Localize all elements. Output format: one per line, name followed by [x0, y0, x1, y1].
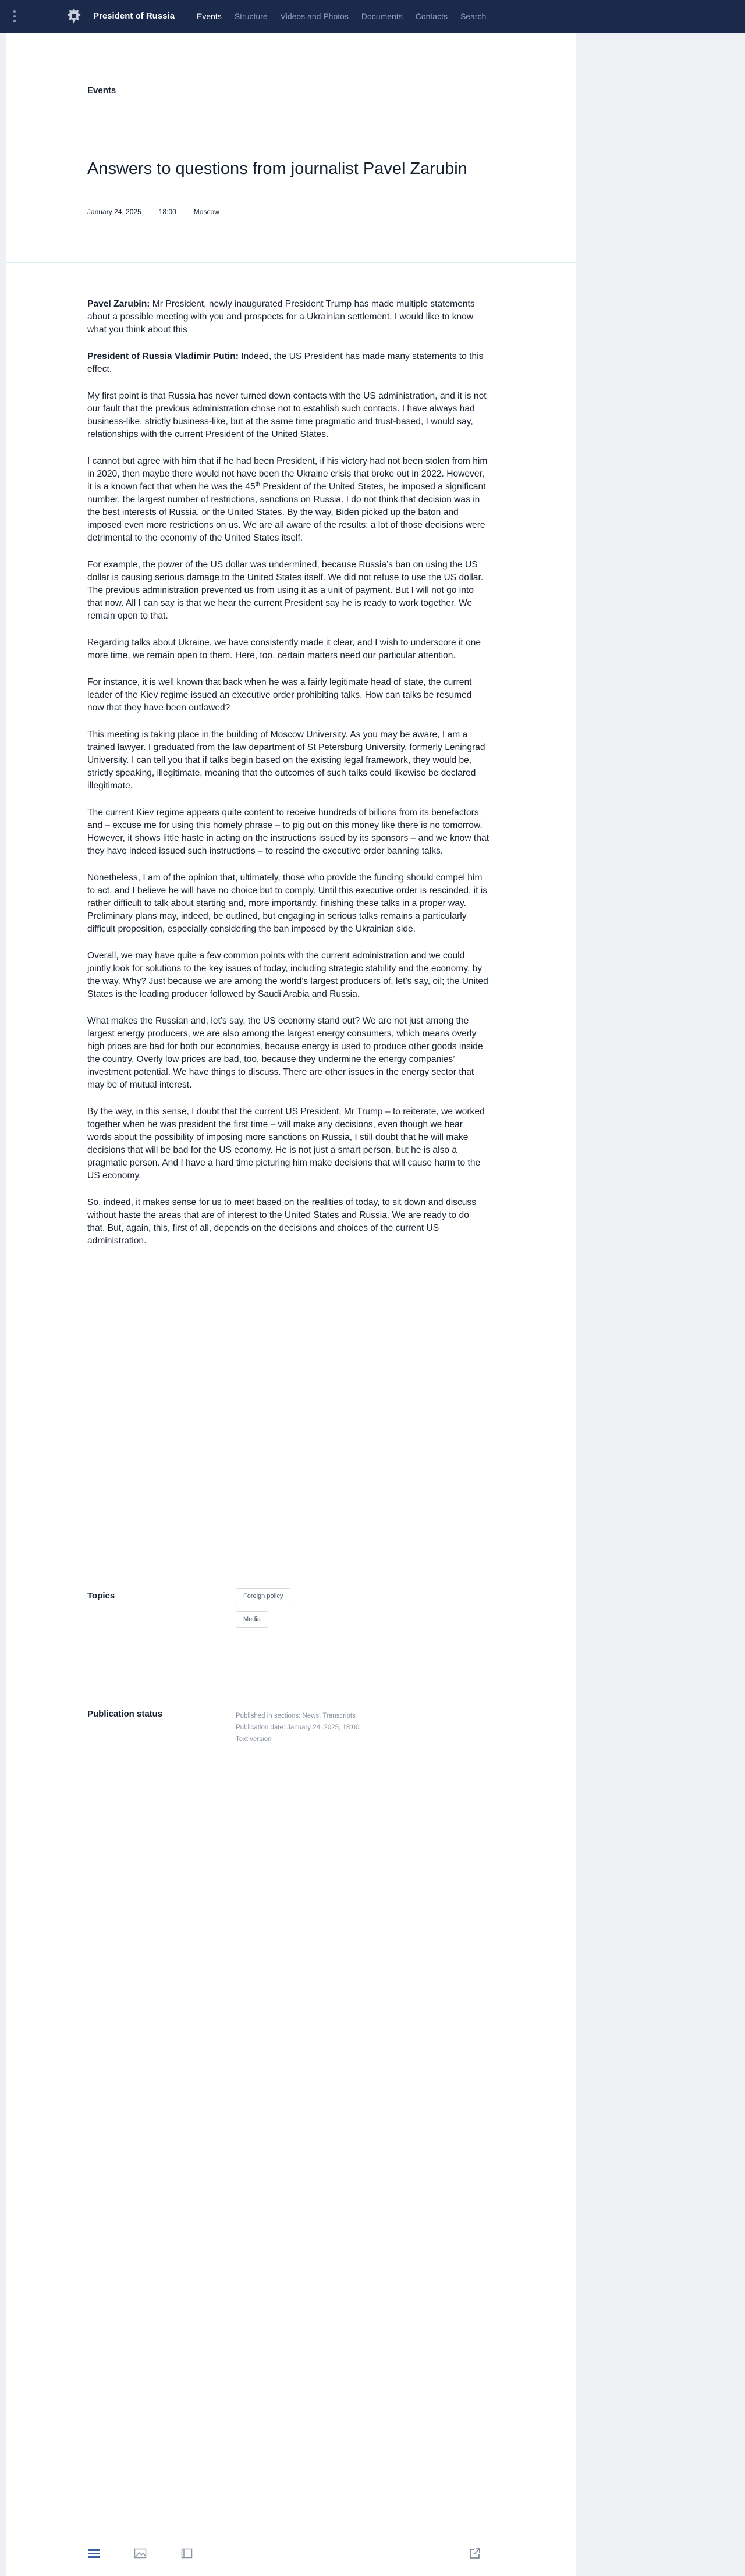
top-navigation-bar	[0, 0, 745, 33]
article-date: January 24, 2025	[87, 208, 141, 216]
publication-status-label: Publication status	[87, 1709, 163, 1719]
paragraph: President of Russia Vladimir Putin: Indeed, the US President has made many statements to this effect.	[87, 351, 484, 374]
text-version-link[interactable]: Text version	[236, 1736, 272, 1743]
paragraph: Pavel Zarubin: Mr President, newly inaugurated President Trump has made multiple statements about a possible meeting with you and prospects for a Ukrainian settlement. I would like to know what you think about this	[87, 299, 475, 335]
share-icon[interactable]	[469, 2547, 481, 2560]
nav-structure[interactable]: Structure	[234, 12, 268, 21]
bottom-toolbar	[6, 2537, 576, 2576]
nav-search[interactable]: Search	[460, 12, 487, 21]
menu-dots-icon[interactable]	[13, 10, 16, 22]
article-time: 18:00	[158, 208, 176, 216]
paragraph: My first point is that Russia has never turned down contacts with the US administration, and it is not our fault that the previous administration chose not to establish such contacts. I have always had business-like, strictly business-like, but at the same time pragmatic and trust-based, I would say, relationships with the current President of the United States.	[87, 391, 487, 439]
paragraph: The current Kiev regime appears quite content to receive hundreds of billions from its benefactors and – excuse me for using this homely phrase – to pig out on this money like there is no tomorrow. However, it shows little haste in acting on the instructions issued by its sponsors – and we know that they have indeed issued such instructions – to rescind the executive order banning talks.	[87, 808, 489, 856]
paragraph: Overall, we may have quite a few common points with the current administration and we could jointly look for solutions to the key issues of today, including strategic stability and the economy, by the way. Why? Just because we are among the world’s largest producers of, let’s say, oil; the United States is the leading producer followed by Saudi Arabia and Russia.	[87, 951, 488, 999]
paragraph: For example, the power of the US dollar was undermined, because Russia’s ban on using the US dollar is causing serious damage to the United States itself. We did not refuse to use the US dollar. The previous administration prevented us from using it as a unit of payment. But I will not go into that now. All I can say is that we hear the current President say he is ready to work together. We remain open to that.	[87, 560, 484, 621]
paragraph: So, indeed, it makes sense for us to meet based on the realities of today, to sit down and discuss without haste the areas that are of interest to the United States and Russia. We are ready to do that. But, again, this, first of all, depends on the decisions and choices of the current US administration.	[87, 1198, 477, 1246]
header-divider	[6, 262, 576, 263]
speaker-name: Pavel Zarubin:	[87, 299, 150, 309]
main-nav	[197, 12, 486, 21]
topic-tag-media[interactable]: Media	[236, 1611, 268, 1628]
speaker-name: President of Russia Vladimir Putin:	[87, 351, 239, 361]
section-label[interactable]: Events	[87, 86, 116, 95]
paragraph: I cannot but agree with him that if he had been President, if his victory had not been stolen from him in 2020, then maybe there would not have been the Ukraine crisis that broke out in 2022. However, it is a known fact that when he was the 45th President of the United States, he imposed a significant number, the largest number of restrictions, sanctions on Russia. I do not think that decision was in the best interests of Russia, or the United States. By the way, Biden picked up the baton and imposed even more restrictions on us. We are all aware of the results: a lot of those decisions were detrimental to the economy of the United States itself.	[87, 456, 488, 543]
paragraph: This meeting is taking place in the building of Moscow University. As you may be aware, I am a trained lawyer. I graduated from the law department of St Petersburg University, formerly Leningrad University. I can tell you that if talks begin based on the existing legal framework, they would be, strictly speaking, illegitimate, meaning that the outcomes of such talks could likewise be declared illegitimate.	[87, 730, 485, 791]
site-brand[interactable]: President of Russia	[93, 11, 175, 21]
nav-videos-photos[interactable]: Videos and Photos	[280, 12, 349, 21]
article-place: Moscow	[193, 208, 219, 216]
nav-contacts[interactable]: Contacts	[415, 12, 448, 21]
paragraph: By the way, in this sense, I doubt that the current US President, Mr Trump – to reiterate, we worked together when he was president the first time – will make any decisions, even though we hear words about the possibility of imposing more sanctions on Russia, I still doubt that he will make decisions that will be bad for the US economy. He is not just a smart person, but he is also a pragmatic person. And I have a hard time picturing him make decisions that will cause harm to the US economy.	[87, 1107, 485, 1181]
video-icon[interactable]	[180, 2547, 193, 2560]
page-title: Answers to questions from journalist Pavel Zarubin	[87, 159, 467, 178]
article-body	[87, 298, 489, 1262]
flag-icon[interactable]	[87, 2547, 100, 2560]
topic-tag-foreign-policy[interactable]: Foreign policy	[236, 1588, 290, 1604]
nav-events[interactable]: Events	[197, 12, 222, 21]
published-sections[interactable]: Published in sections: News, Transcripts	[236, 1712, 356, 1719]
article-meta	[87, 208, 219, 216]
paragraph: Nonetheless, I am of the opinion that, ultimately, those who provide the funding should compel him to act, and I believe he will have no choice but to comply. Until this executive order is rescinded, it is rather difficult to talk about starting and, more importantly, finishing these talks in a proper way. Preliminary plans may, indeed, be outlined, but engaging in serious talks remains a particularly difficult proposition, especially considering the ban imposed by the Ukrainian side.	[87, 873, 488, 934]
paragraph: For instance, it is well known that back when he was a fairly legitimate head of state, the current leader of the Kiev regime issued an executive order prohibiting talks. How can talks be resumed now that they have been outlawed?	[87, 677, 472, 713]
paragraph: What makes the Russian and, let’s say, the US economy stand out? We are not just among the largest energy producers, we are also among the largest energy consumers, which means overly high prices are bad for both our economies, because energy is used to produce other goods inside the country. Overly low prices are bad, too, because they undermine the energy companies’ investment potential. We have things to discuss. There are other issues in the energy sector that may be of mutual interest.	[87, 1016, 483, 1090]
publication-info	[236, 1710, 359, 1745]
publication-date: Publication date: January 24, 2025, 18:00	[236, 1724, 360, 1731]
nav-documents[interactable]: Documents	[361, 12, 403, 21]
state-emblem-icon[interactable]	[66, 8, 82, 25]
paragraph: Regarding talks about Ukraine, we have consistently made it clear, and I wish to underscore it one more time, we remain open to them. Here, too, certain matters need our particular attention.	[87, 638, 481, 660]
topics-label: Topics	[87, 1591, 115, 1601]
article-page	[6, 33, 576, 2576]
photo-icon[interactable]	[134, 2547, 147, 2560]
